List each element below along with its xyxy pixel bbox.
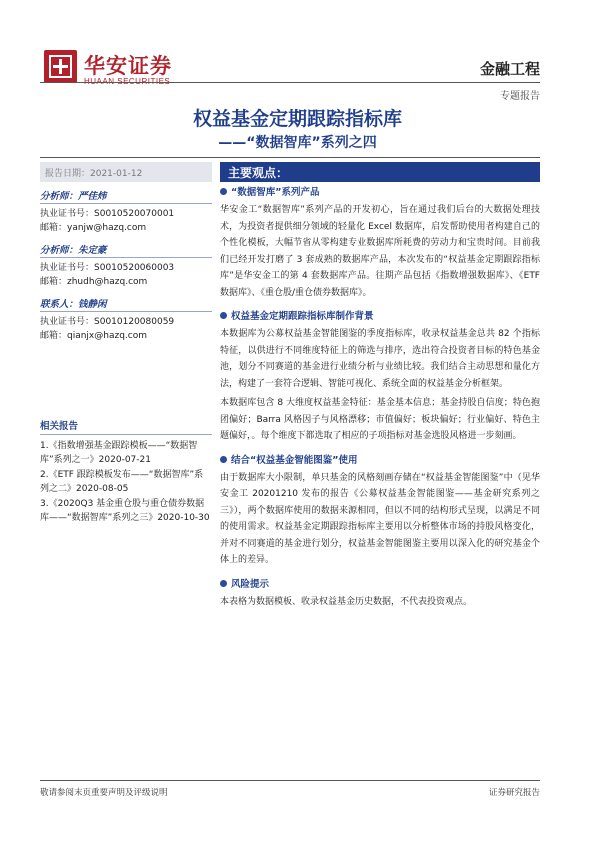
bullet-icon [220,312,227,319]
bullet-icon [220,456,227,463]
analyst-block [40,188,212,235]
section-usage [220,453,540,569]
section-heading: 权益基金定期跟踪指标库制作背景 [220,309,540,324]
section-data-think-tank [220,185,540,301]
section-risk [220,577,540,611]
title-divider [40,157,540,158]
analyst-email[interactable]: 邮箱：zhudh@hazq.com [40,277,148,287]
sidebar [40,162,212,350]
paragraph: 本数据库为公募权益基金智能图鉴的季度指标库，收录权益基金总共 82 个指标特征，以供进行不同维度特征上的筛选与排序，选出符合投资者目标的特色基金池，划分不同赛道的基金进行业绩分析与业绩比较。我们结合主动思想和量化方法，构建了一套符合逻辑、智能可视化、系统全面的权益基金分析框架。 [220,329,540,389]
contact-email[interactable]: 邮箱：qianjx@hazq.com [40,331,147,341]
contact-cert: 执业证书号：S0010120080059 [40,317,175,327]
paragraph: 本表格为数据模板、收录权益基金历史数据，不代表投资观点。 [220,596,473,607]
contact-block [40,296,212,343]
bullet-icon [220,188,227,195]
footer-divider [40,780,540,781]
related-report-item[interactable]: 1.《指数增强基金跟踪模板——“数据智库”系列之一》2020-07-21 [40,441,198,465]
section-background [220,309,540,445]
logo-chinese-name: 华安证券 [84,53,172,78]
header-divider [40,82,540,83]
company-logo [44,50,194,90]
report-type: 金融工程 [479,60,540,78]
related-report-item[interactable]: 2.《ETF 跟踪模板发布——“数据智库”系列之二》2020-08-05 [40,470,204,494]
section-heading: 风险提示 [220,577,540,592]
analyst-cert: 执业证书号：S0010520060003 [40,263,175,273]
footer-label: 证券研究报告 [488,788,540,798]
main-content [220,162,540,618]
analyst-email[interactable]: 邮箱：yanjw@hazq.com [40,223,147,233]
section-heading: 结合“权益基金智能图鉴”使用 [220,453,540,468]
analyst-name: 分析师：朱定豪 [40,242,212,258]
bullet-icon [220,580,227,587]
analyst-name: 分析师：严佳炜 [40,188,212,204]
page-subtitle: ——“数据智库”系列之四 [218,135,377,151]
analyst-cert: 执业证书号：S0010520070001 [40,209,175,219]
contact-name: 联系人：钱静闲 [40,296,212,312]
key-points-header: 主要观点： [220,162,540,182]
page-title: 权益基金定期跟踪指标库 [192,108,402,130]
section-heading: “数据智库”系列产品 [220,185,540,200]
paragraph: 本数据库包含 8 大维度权益基金特征：基金基本信息；基金持股自信度；特色抱团偏好；Barra 风格因子与风格漂移；市值偏好；板块偏好；行业偏好、特色主题偏好，。每个维度下都选取了相应的子项指标对基金选股风格进一步刻画。 [220,398,540,441]
analyst-block [40,242,212,289]
paragraph: 由于数据库大小限制，单只基金的风格刻画存储在“权益基金智能图鉴”中（见华安金工 20201210 发布的报告《公募权益基金智能图鉴——基金研究系列之三》），两个数据库使用的数据来源相同，但以不同的结构形式呈现，以满足不同的使用需求。权益基金定期跟踪指标库主要用以分析整体市场的持股风格变化，并对不同赛道的基金进行划分，权益基金智能图鉴主要用以深入化的研究基金个体上的差异。 [220,472,540,565]
seal-logo-icon [44,50,77,83]
report-date: 报告日期：2021-01-12 [40,162,212,182]
related-report-item[interactable]: 3.《2020Q3 基金重仓股与重仓债券数据库——“数据智库”系列之三》2020-10-30 [40,499,210,523]
related-reports-heading: 相关报告 [40,418,212,435]
report-subtype: 专题报告 [500,91,540,102]
paragraph: 华安金工“数据智库”系列产品的开发初心，旨在通过我们后台的大数据处理技术，为投资者提供细分领域的轻量化 Excel 数据库，启发帮助使用者构建自己的个性化模板，大幅节省从零构建专业数据库所耗费的劳动力和宝贵时间。目前我们已经开发打磨了 3 套成熟的数据库产品，本次发布的“权益基金定期跟踪指标库”是华安金工的第 4 套数据库产品。往期产品包括《指数增强数据库》、《ETF 数据库》、《重仓股/重仓债券数据库》。 [220,205,540,298]
related-reports [40,418,212,526]
footer-disclaimer: 敬请参阅末页重要声明及评级说明 [40,788,168,798]
